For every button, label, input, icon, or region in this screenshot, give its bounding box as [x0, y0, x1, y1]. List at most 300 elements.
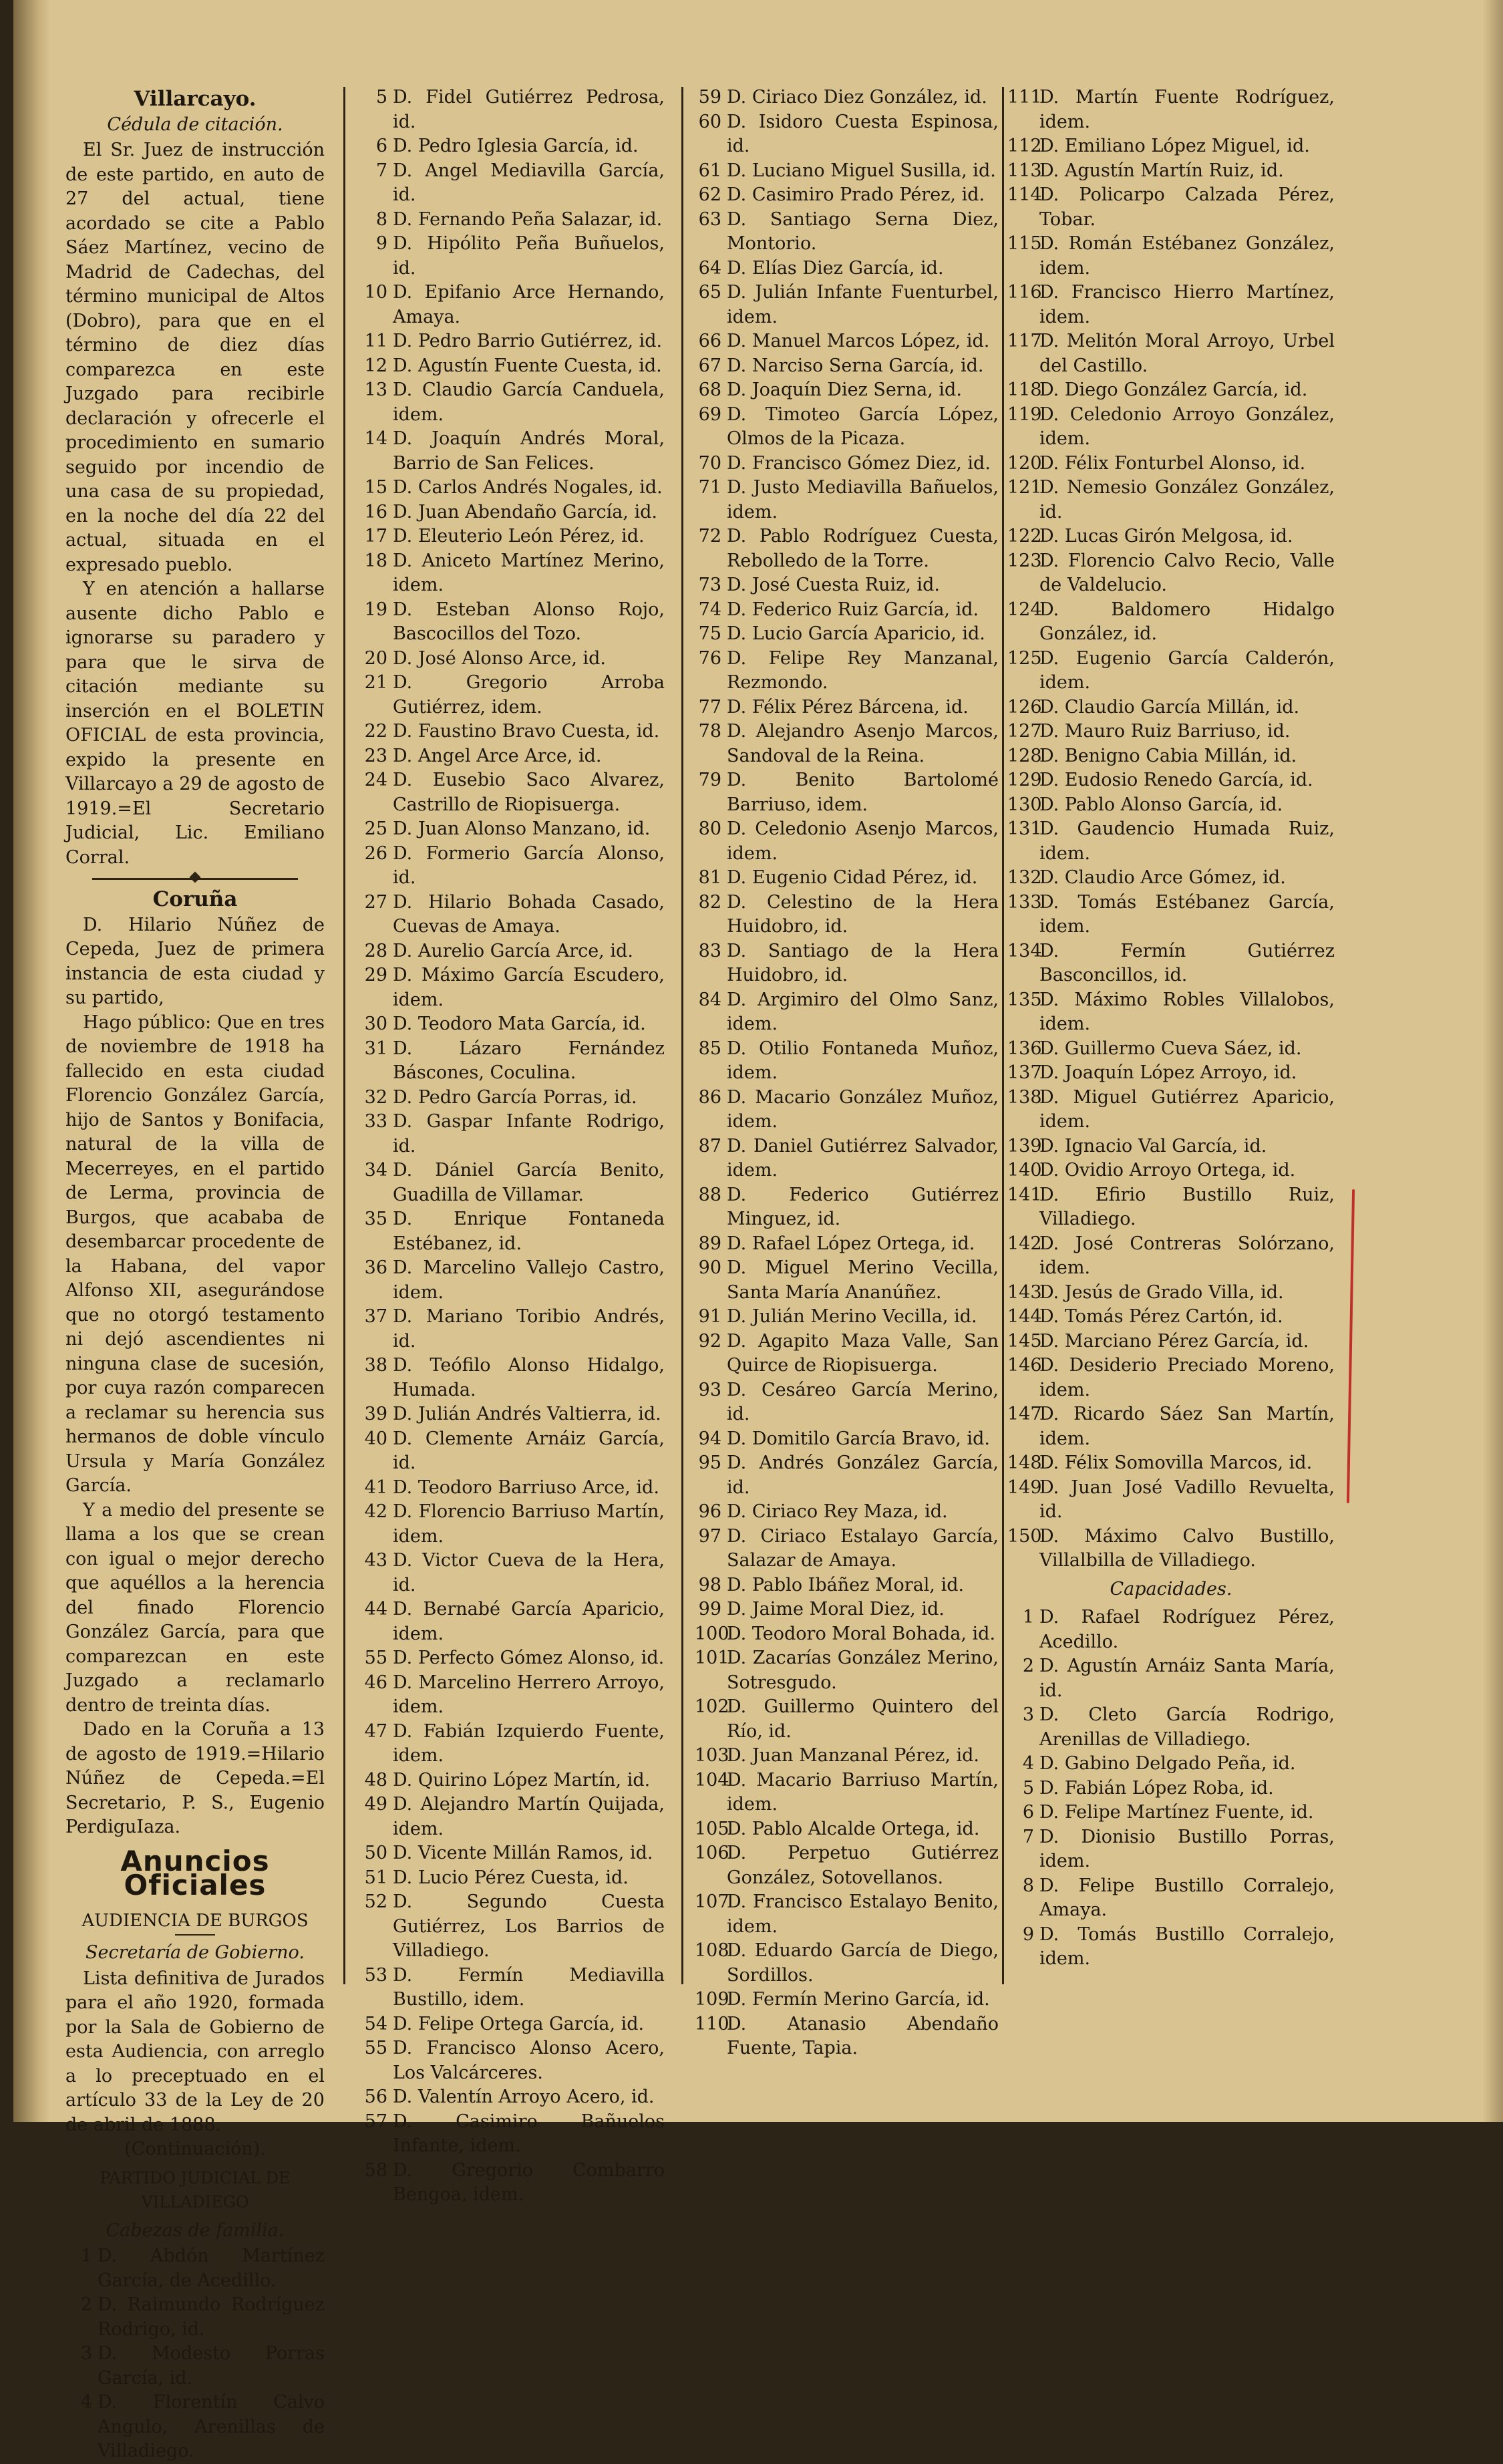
entry-text: D. Máximo García Escudero, idem. [393, 965, 665, 1010]
partido-heading: PARTIDO JUDICIAL DE VILLADIEGO [100, 2168, 291, 2211]
coruna-signature: Dado en la Coruña a 13 de agosto de 1919.=Hilario Núñez de Cepeda.=El Secretario, P. S., Eugenio PerdiguIaza. [65, 1719, 325, 1837]
list-entry [1007, 452, 1335, 476]
entry-number: 26 [364, 842, 387, 864]
entry-text: D. Marciano Pérez García, id. [1039, 1330, 1309, 1352]
entry-number: 37 [364, 1306, 387, 1327]
jurados-list-4 [1007, 86, 1335, 1573]
entry-number: 2 [80, 2294, 92, 2315]
anuncios-oficiales-heading: Anuncios Oficiales [120, 1844, 270, 1901]
entry-text: D. Ovidio Arroyo Ortega, id. [1039, 1160, 1296, 1181]
list-entry [65, 2342, 325, 2391]
list-entry [361, 500, 665, 525]
list-entry [361, 1476, 665, 1501]
entry-number: 140 [1007, 1160, 1042, 1181]
list-entry [695, 452, 999, 476]
entry-number: 123 [1007, 550, 1042, 571]
entry-text: D. Luciano Miguel Susilla, id. [727, 160, 996, 181]
entry-text: D. Dániel García Benito, Guadilla de Villamar. [393, 1160, 665, 1205]
entry-text: D. Victor Cueva de la Hera, id. [393, 1550, 665, 1595]
list-entry [361, 1866, 665, 1891]
list-entry [361, 647, 665, 671]
entry-text: D. Felipe Rey Manzanal, Rezmondo. [727, 647, 999, 693]
list-entry [1007, 1281, 1335, 1305]
entry-number: 91 [698, 1306, 721, 1327]
entry-text: D. Juan Abendaño García, id. [393, 501, 657, 522]
list-entry [1007, 1330, 1335, 1354]
list-entry [695, 403, 999, 452]
list-entry [1007, 524, 1335, 549]
list-entry [1007, 939, 1335, 988]
entry-number: 10 [364, 282, 387, 303]
entry-number: 82 [698, 891, 721, 913]
list-entry [695, 476, 999, 524]
list-entry [1007, 232, 1335, 281]
entry-number: 48 [364, 1769, 387, 1791]
list-entry [1007, 86, 1335, 134]
entry-number: 56 [364, 2087, 387, 2107]
entry-number: 100 [695, 1623, 729, 1644]
page-binding-shadow [13, 0, 50, 2122]
entry-number: 9 [1022, 1923, 1034, 1945]
list-entry [695, 183, 999, 208]
entry-number: 76 [698, 647, 721, 669]
list-entry [1007, 1183, 1335, 1232]
entry-number: 65 [698, 282, 721, 303]
entry-number: 130 [1007, 794, 1042, 815]
list-entry [695, 86, 999, 110]
list-entry [695, 281, 999, 329]
list-entry [1007, 159, 1335, 184]
list-entry [695, 1744, 999, 1768]
list-entry [361, 1354, 665, 1402]
entry-text: D. Celestino de la Hera Huidobro, id. [727, 891, 999, 937]
entry-text: D. Ricardo Sáez San Martín, idem. [1039, 1404, 1335, 1449]
list-entry [695, 1768, 999, 1817]
entry-text: D. Tomás Pérez Cartón, id. [1039, 1306, 1283, 1327]
entry-text: D. Benigno Cabia Millán, id. [1039, 745, 1297, 766]
column-divider [681, 87, 683, 1984]
list-entry [1007, 1134, 1335, 1159]
entry-number: 38 [364, 1355, 387, 1376]
entry-text: D. Teófilo Alonso Hidalgo, Humada. [393, 1355, 665, 1400]
entry-text: D. Modesto Porras García, id. [98, 2343, 325, 2389]
list-entry [1007, 378, 1335, 403]
entry-text: D. Macario González Muñoz, idem. [727, 1086, 999, 1132]
entry-number: 15 [364, 477, 387, 498]
entry-number: 148 [1007, 1452, 1042, 1473]
entry-text: D. Marcelino Vallejo Castro, idem. [393, 1257, 665, 1303]
entry-text: D. Rafael Rodríguez Pérez, Acedillo. [1039, 1607, 1335, 1652]
entry-text: D. Atanasio Abendaño Fuente, Tapia. [727, 2013, 999, 2058]
entry-number: 95 [698, 1452, 721, 1473]
entry-number: 47 [364, 1720, 387, 1742]
capacidades-heading: Capacidades. [1110, 1578, 1232, 1599]
entry-text: D. Agustín Martín Ruiz, id. [1039, 160, 1284, 181]
entry-number: 32 [364, 1086, 387, 1108]
list-entry [361, 1793, 665, 1841]
citation-paragraph-2: Y en atención a hallarse ausente dicho Pablo e ignorarse su paradero y para que le sirva de citación mediante su inserción en el BOLETIN OFICIAL de esta provincia, expido la presente en Villarcayo a 29 de agosto de 1919.=El Secretario Judicial, Lic. Emiliano Corral. [65, 579, 325, 868]
capacidades-list [1007, 1605, 1335, 1972]
entry-text: D. Lucio García Aparicio, id. [727, 623, 985, 644]
entry-text: D. Pedro Barrio Gutiérrez, id. [393, 331, 663, 351]
list-entry [695, 768, 999, 817]
list-entry [361, 2012, 665, 2037]
entry-number: 124 [1007, 599, 1042, 620]
entry-text: D. Casimiro Bañuelos Infante, idem. [393, 2111, 665, 2156]
entry-number: 35 [364, 1209, 387, 1229]
coruna-paragraph: Hago público: Que en tres de noviembre de 1918 ha fallecido en esta ciudad Florencio González García, hijo de Santos y Bonifacia, natural de la villa de Mecerreyes, en el partido de Lerma, provincia de Burgos, que acababa de desembarcar procedente de la Habana, del vapor Alfonso XII, asegurándose que no otorgó testamento ni dejó ascendientes ni ninguna clase de sucesión, por cuya razón comparecen a reclamar su herencia sus hermanos de doble vínculo Ursula y María González García. [65, 1012, 325, 1496]
list-entry [361, 1110, 665, 1159]
entry-text: D. Federico Ruiz García, id. [727, 599, 979, 620]
entry-text: D. Fermín Mediavilla Bustillo, idem. [393, 1964, 665, 2010]
ornament-divider [92, 873, 298, 885]
entry-text: D. Máximo Robles Villalobos, idem. [1039, 989, 1335, 1034]
list-entry [695, 1134, 999, 1183]
entry-text: D. Miguel Gutiérrez Aparicio, idem. [1039, 1086, 1335, 1132]
list-entry [695, 1890, 999, 1939]
entry-number: 122 [1007, 526, 1042, 547]
list-entry [361, 1500, 665, 1549]
list-entry [361, 1012, 665, 1037]
entry-number: 115 [1007, 233, 1042, 254]
list-entry [695, 329, 999, 354]
entry-text: D. Fabián López Roba, id. [1039, 1777, 1274, 1799]
list-entry [1007, 1061, 1335, 1086]
entry-number: 136 [1007, 1038, 1042, 1059]
list-entry [361, 2110, 665, 2159]
entry-number: 7 [375, 160, 387, 181]
entry-number: 12 [364, 355, 387, 376]
list-entry [361, 549, 665, 598]
entry-number: 83 [698, 940, 721, 961]
entry-number: 74 [698, 599, 721, 620]
list-entry [361, 427, 665, 476]
entry-text: D. Francisco Alonso Acero, Los Valcárceres. [393, 2038, 665, 2083]
entry-text: D. Santiago de la Hera Huidobro, id. [727, 940, 999, 985]
entry-number: 71 [698, 477, 721, 498]
entry-text: D. Timoteo García López, Olmos de la Picaza. [727, 404, 999, 449]
list-entry [361, 891, 665, 939]
list-entry [361, 1207, 665, 1256]
entry-number: 3 [80, 2343, 92, 2364]
entry-number: 104 [695, 1769, 729, 1791]
entry-number: 77 [698, 696, 721, 718]
entry-text: D. Celedonio Arroyo González, idem. [1039, 404, 1335, 449]
entry-number: 80 [698, 818, 721, 839]
entry-number: 30 [364, 1014, 387, 1034]
entry-number: 23 [364, 745, 387, 766]
entry-number: 93 [698, 1379, 721, 1400]
secretaria-subtitle: Secretaría de Gobierno. [86, 1942, 305, 1963]
list-entry [1007, 476, 1335, 524]
entry-number: 150 [1007, 1525, 1042, 1547]
list-entry [1007, 696, 1335, 720]
list-entry [695, 354, 999, 379]
entry-number: 96 [698, 1501, 721, 1522]
coruna-intro: D. Hilario Núñez de Cepeda, Juez de primera instancia de esta ciudad y su partido, [65, 914, 325, 1008]
list-entry [361, 1086, 665, 1110]
list-entry [361, 159, 665, 208]
entry-text: D. Valentín Arroyo Acero, id. [393, 2087, 655, 2107]
entry-text: D. Manuel Marcos López, id. [727, 331, 990, 351]
list-entry [695, 866, 999, 891]
entry-text: D. Epifanio Arce Hernando, Amaya. [393, 282, 665, 327]
entry-text: D. Diego González García, id. [1039, 379, 1308, 400]
list-entry [1007, 1354, 1335, 1402]
entry-text: D. Marcelino Herrero Arroyo, idem. [393, 1672, 665, 1717]
entry-number: 8 [1022, 1875, 1034, 1896]
entry-number: 70 [698, 452, 721, 474]
entry-number: 28 [364, 940, 387, 961]
entry-text: D. Clemente Arnáiz García, id. [393, 1428, 665, 1473]
entry-text: D. Justo Mediavilla Bañuelos, idem. [727, 477, 999, 522]
list-entry [1007, 768, 1335, 793]
entry-text: D. Agustín Fuente Cuesta, id. [393, 355, 662, 376]
cabezas-list [65, 2244, 325, 2464]
entry-number: 29 [364, 965, 387, 985]
entry-number: 67 [698, 355, 721, 376]
entry-text: D. Hipólito Peña Buñuelos, id. [393, 233, 665, 279]
entry-text: D. Agustín Arnáiz Santa María, id. [1039, 1656, 1335, 1701]
list-entry [1007, 1037, 1335, 1062]
cabezas-subtitle: Cabezas de familia. [106, 2219, 285, 2241]
entry-number: 3 [1022, 1704, 1034, 1725]
list-entry [1007, 1451, 1335, 1476]
entry-number: 89 [698, 1233, 721, 1254]
cedula-subtitle: Cédula de citación. [107, 114, 283, 135]
entry-number: 46 [364, 1672, 387, 1693]
entry-number: 27 [364, 891, 387, 913]
list-entry [65, 2293, 325, 2342]
entry-number: 6 [375, 136, 387, 156]
list-entry [1007, 329, 1335, 378]
entry-text: D. Gaspar Infante Rodrigo, id. [393, 1111, 665, 1157]
list-entry [1007, 793, 1335, 818]
list-entry [695, 891, 999, 939]
entry-text: D. Félix Pérez Bárcena, id. [727, 696, 969, 718]
list-entry [361, 2036, 665, 2085]
entry-text: D. Juan Manzanal Pérez, id. [727, 1745, 979, 1766]
entry-text: D. Guillermo Cueva Sáez, id. [1039, 1038, 1302, 1059]
list-entry [361, 842, 665, 891]
entry-number: 110 [695, 2013, 729, 2034]
list-entry [1007, 744, 1335, 769]
entry-text: D. Perpetuo Gutiérrez González, Sotovellanos. [727, 1843, 999, 1888]
entry-text: D. Jesús de Grado Villa, id. [1039, 1281, 1284, 1303]
entry-text: D. Fidel Gutiérrez Pedrosa, id. [393, 87, 665, 132]
entry-number: 64 [698, 257, 721, 279]
entry-text: D. Otilio Fontaneda Muñoz, idem. [727, 1038, 999, 1083]
list-entry [361, 1841, 665, 1866]
entry-number: 39 [364, 1404, 387, 1424]
entry-number: 31 [364, 1038, 387, 1059]
entry-text: D. Joaquín Andrés Moral, Barrio de San Felices. [393, 428, 665, 474]
list-entry [1007, 988, 1335, 1037]
entry-text: D. Isidoro Cuesta Espinosa, id. [727, 111, 999, 156]
entry-text: D. Pedro García Porras, id. [393, 1086, 637, 1108]
list-entry [695, 208, 999, 257]
entry-number: 21 [364, 672, 387, 693]
entry-text: D. José Contreras Solórzano, idem. [1039, 1233, 1335, 1278]
list-entry [695, 1646, 999, 1695]
entry-text: D. Daniel Gutiérrez Salvador, idem. [727, 1135, 999, 1181]
entry-text: D. Alejandro Asenjo Marcos, Sandoval de la Reina. [727, 721, 999, 766]
entry-number: 58 [364, 2159, 387, 2181]
coruna-paragraph-2: Y a medio del presente se llama a los que se crean con igual o mejor derecho que aquéllos a la herencia del finado Florencio González García, para que comparezcan en este Juzgado a reclamarlo dentro de treinta días. [65, 1499, 325, 1716]
entry-number: 102 [695, 1696, 729, 1717]
list-entry [1007, 134, 1335, 159]
entry-text: D. Abdón Martínez García, de Acedillo. [98, 2246, 325, 2291]
entry-number: 129 [1007, 770, 1042, 790]
list-entry [695, 1841, 999, 1890]
entry-text: D. Juan Alonso Manzano, id. [393, 818, 651, 839]
entry-text: D. Félix Somovilla Marcos, id. [1039, 1452, 1313, 1473]
entry-number: 60 [698, 111, 721, 132]
entry-number: 92 [698, 1330, 721, 1352]
entry-number: 109 [695, 1989, 729, 2010]
entry-text: D. Quirino López Martín, id. [393, 1769, 651, 1791]
entry-number: 113 [1007, 160, 1042, 181]
list-entry [361, 598, 665, 647]
entry-text: D. Felipe Bustillo Corralejo, Amaya. [1039, 1875, 1335, 1920]
entry-text: D. Hilario Bohada Casado, Cuevas de Amaya. [393, 891, 665, 937]
list-entry [361, 1402, 665, 1427]
entry-number: 1 [1022, 1607, 1034, 1628]
entry-text: D. Celedonio Asenjo Marcos, idem. [727, 818, 999, 864]
list-entry [695, 1378, 999, 1427]
entry-number: 131 [1007, 818, 1042, 839]
entry-text: D. Emiliano López Miguel, id. [1039, 136, 1310, 156]
entry-text: D. Eugenio García Calderón, idem. [1039, 647, 1335, 693]
entry-number: 144 [1007, 1306, 1042, 1327]
list-entry [361, 232, 665, 281]
entry-number: 49 [364, 1794, 387, 1815]
entry-text: D. Julián Infante Fuenturbel, idem. [727, 282, 999, 327]
entry-number: 59 [698, 87, 721, 108]
entry-text: D. Teodoro Mata García, id. [393, 1014, 646, 1034]
entry-text: D. Segundo Cuesta Gutiérrez, Los Barrios de Villadiego. [393, 1891, 665, 1961]
entry-text: D. Rafael López Ortega, id. [727, 1233, 975, 1254]
entry-text: D. Miguel Merino Vecilla, Santa María Ananúñez. [727, 1257, 999, 1303]
entry-number: 142 [1007, 1233, 1042, 1254]
entry-text: D. Gabino Delgado Peña, id. [1039, 1753, 1296, 1774]
entry-number: 25 [364, 818, 387, 839]
entry-text: D. Fermín Merino García, id. [727, 1989, 990, 2010]
entry-number: 116 [1007, 282, 1042, 303]
list-entry [695, 159, 999, 184]
list-entry [1007, 720, 1335, 744]
entry-text: D. Ignacio Val García, id. [1039, 1135, 1267, 1157]
list-entry [361, 2159, 665, 2207]
entry-number: 121 [1007, 477, 1042, 498]
list-entry [695, 1256, 999, 1305]
list-entry [695, 1451, 999, 1500]
entry-text: D. Zacarías González Merino, Sotresgudo. [727, 1648, 999, 1693]
list-entry [1007, 866, 1335, 891]
entry-text: D. Nemesio González González, id. [1039, 477, 1335, 522]
list-entry [695, 647, 999, 696]
column-divider [1002, 87, 1004, 1984]
entry-number: 55 [364, 1648, 387, 1668]
list-entry [65, 2244, 325, 2293]
entry-number: 51 [364, 1867, 387, 1888]
list-entry [361, 963, 665, 1012]
list-entry [695, 720, 999, 768]
entry-text: D. Carlos Andrés Nogales, id. [393, 477, 663, 498]
entry-text: D. Florencio Calvo Recio, Valle de Valdelucio. [1039, 550, 1335, 595]
column-divider [343, 87, 345, 1984]
list-entry [695, 1183, 999, 1232]
entry-text: D. Fermín Gutiérrez Basconcillos, id. [1039, 940, 1335, 985]
list-entry [695, 1817, 999, 1842]
entry-number: 127 [1007, 721, 1042, 742]
entry-number: 135 [1007, 989, 1042, 1010]
entry-number: 97 [698, 1525, 721, 1547]
list-entry [1007, 403, 1335, 452]
entry-text: D. Julián Andrés Valtierra, id. [393, 1404, 661, 1424]
entry-number: 42 [364, 1501, 387, 1522]
entry-text: D. Francisco Estalayo Benito, idem. [727, 1891, 999, 1937]
entry-number: 52 [364, 1891, 387, 1912]
entry-number: 50 [364, 1843, 387, 1863]
jurados-column-2 [361, 86, 665, 2207]
entry-text: D. Benito Bartolomé Barriuso, idem. [727, 770, 999, 815]
list-entry [695, 1597, 999, 1622]
entry-text: D. Mauro Ruiz Barriuso, id. [1039, 721, 1291, 742]
entry-number: 36 [364, 1257, 387, 1278]
entry-text: D. Melitón Moral Arroyo, Urbel del Castillo. [1039, 331, 1335, 376]
list-entry [361, 1646, 665, 1671]
list-entry [361, 524, 665, 549]
list-entry [361, 1720, 665, 1768]
entry-number: 63 [698, 208, 721, 230]
entry-text: D. Felipe Ortega García, id. [393, 2013, 645, 2034]
entry-text: D. Pablo Alcalde Ortega, id. [727, 1818, 980, 1839]
entry-number: 120 [1007, 452, 1042, 474]
list-entry [695, 1939, 999, 1988]
list-entry [361, 2085, 665, 2110]
entry-number: 90 [698, 1257, 721, 1278]
list-entry [361, 354, 665, 379]
list-entry [695, 1695, 999, 1744]
entry-text: D. Domitilo García Bravo, id. [727, 1428, 990, 1449]
list-entry [361, 939, 665, 964]
entry-text: D. Jaime Moral Diez, id. [727, 1599, 945, 1620]
entry-number: 9 [375, 233, 387, 254]
entry-text: D. Aurelio García Arce, id. [393, 940, 633, 961]
list-entry [1007, 891, 1335, 939]
entry-text: D. Guillermo Quintero del Río, id. [727, 1696, 999, 1742]
entry-number: 133 [1007, 891, 1042, 913]
entry-number: 138 [1007, 1086, 1042, 1108]
entry-text: D. Fernando Peña Salazar, id. [393, 208, 663, 230]
entry-number: 99 [698, 1599, 721, 1620]
list-entry [1007, 598, 1335, 647]
list-entry [361, 744, 665, 769]
list-entry [361, 1427, 665, 1476]
list-entry [361, 1256, 665, 1305]
entry-text: D. Martín Fuente Rodríguez, idem. [1039, 87, 1335, 132]
entry-text: D. Claudio García Millán, id. [1039, 696, 1300, 718]
entry-text: D. Teodoro Moral Bohada, id. [727, 1623, 996, 1644]
entry-number: 22 [364, 721, 387, 742]
entry-number: 87 [698, 1135, 721, 1157]
entry-text: D. Pedro Iglesia García, id. [393, 136, 639, 156]
entry-number: 19 [364, 599, 387, 620]
entry-number: 7 [1022, 1826, 1034, 1847]
list-entry [1007, 1654, 1335, 1703]
entry-number: 79 [698, 770, 721, 790]
